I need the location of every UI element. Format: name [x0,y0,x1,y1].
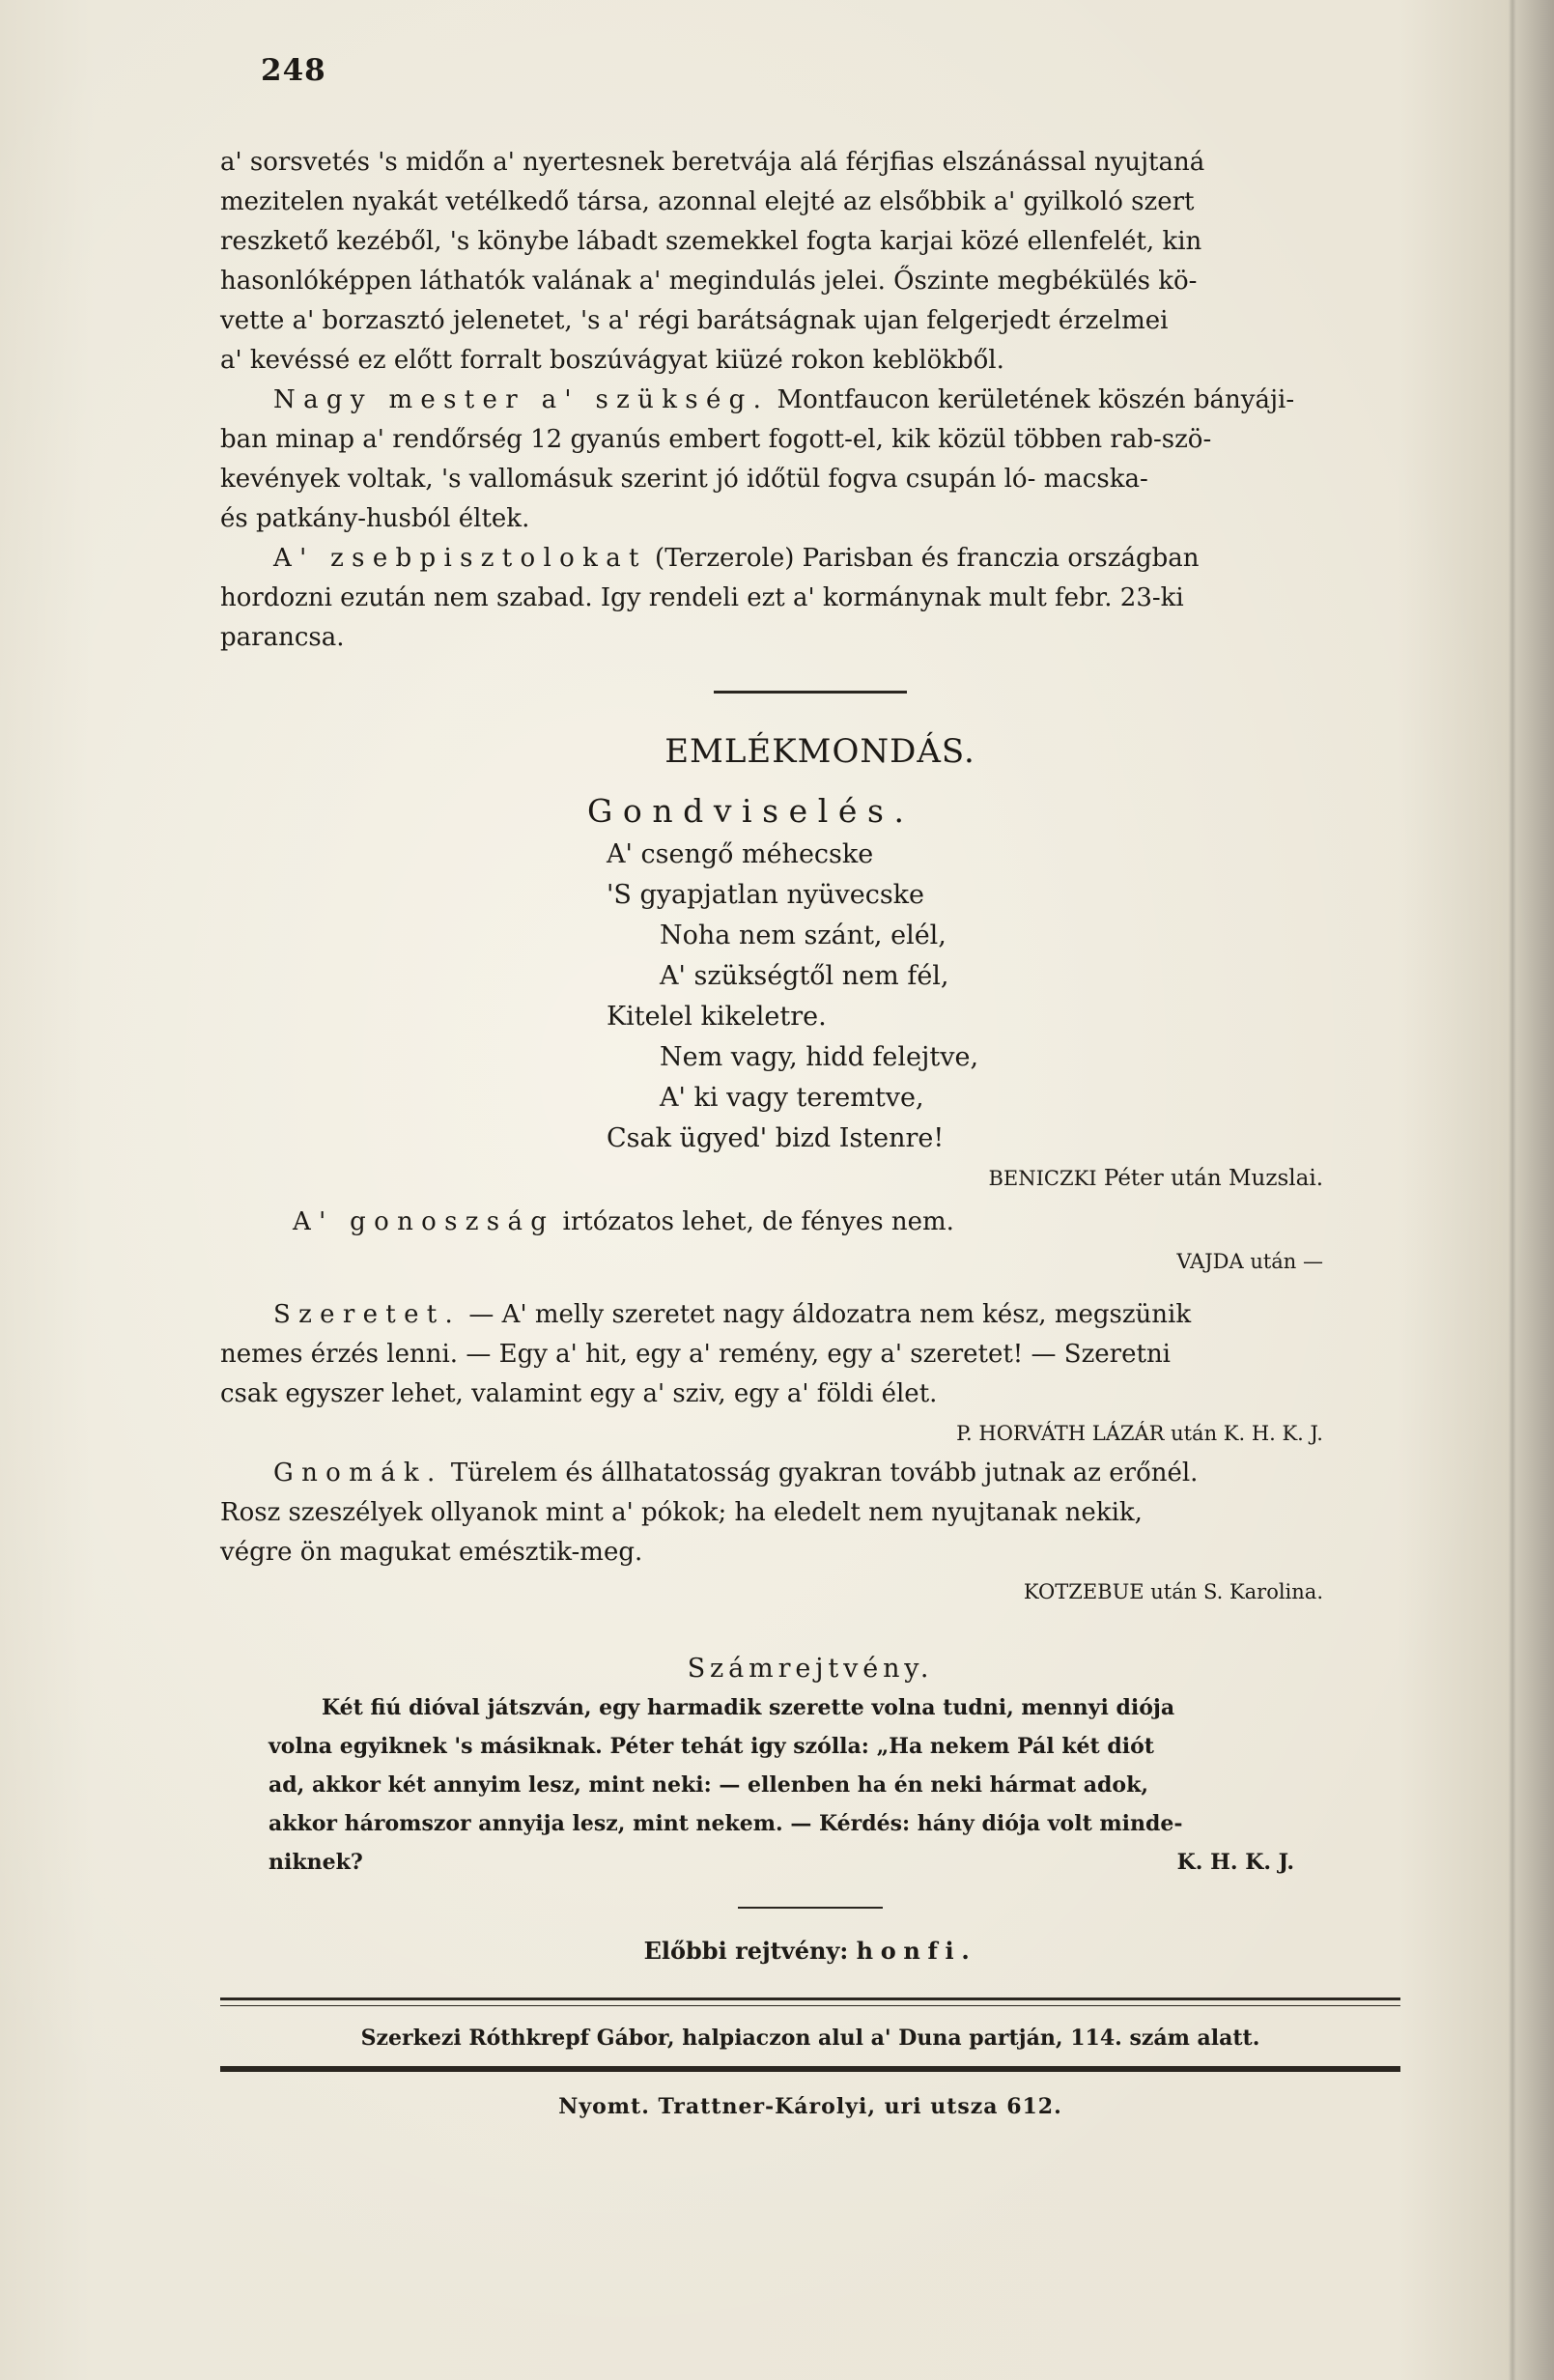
text-line: kevények voltak, 's vallomásuk szerint jó időtül fogva csupán ló- macska- [220,465,1148,494]
section-divider [714,691,907,694]
poem-line: Kitelel kikeletre. [607,1002,827,1032]
text-line [220,1454,1400,1493]
footer-printer: Nyomt. Trattner-Károlyi, uri utsza 612. [558,2094,1062,2119]
text-line: Két fiú dióval játszván, egy harmadik szerette volna tudni, mennyi diója [322,1695,1175,1720]
poem-line: 'S gyapjatlan nyüvecske [607,880,925,910]
rule-thin [220,2005,1400,2006]
rule-thick [220,1998,1400,2000]
text-line: hasonlóképpen láthatók valának a' megindulás jelei. Őszinte megbékülés kö- [220,267,1198,296]
page-fold-shadow [1509,0,1516,2380]
page-number: 248 [261,53,326,88]
poem-title: Gondviselés. [587,792,915,830]
text-line [220,539,1400,579]
text-line: Rosz szeszélyek ollyanok mint a' pókok; ha eledelt nem nyujtanak nekik, [220,1498,1143,1527]
puzzle [220,1688,1400,1882]
text-line: reszkető kezéből, 's könybe lábadt szemekkel fogta karjai közé ellenfelét, kin [220,227,1202,256]
text-line [220,381,1400,420]
text-line: volna egyiknek 's másiknak. Péter tehát igy szólla: „Ha nekem Pál két diót [268,1734,1154,1759]
footer-rule [220,2066,1400,2072]
poem [220,788,1400,1159]
saying-heading: A' gonoszság [293,1207,555,1236]
poem-line: A' csengő méhecske [607,839,874,869]
attribution-rest: Péter után Muzslai. [1096,1166,1323,1191]
saying-gnomak [220,1454,1400,1612]
footer-double-rule [220,1998,1400,2006]
saying-attribution: VAJDA után — [1176,1250,1323,1273]
puzzle-title: Számrejtvény. [687,1654,934,1684]
text-fragment: (Terzerole) Parisban és franczia országban [646,544,1200,573]
puzzle-signature: K. H. K. J. [1176,1850,1294,1875]
text-fragment: — A' melly szeretet nagy áldozatra nem kész, megszünik [461,1300,1192,1329]
text-line: vette a' borzasztó jelenetet, 's a' régi barátságnak ujan felgerjedt érzelmei [220,306,1169,335]
saying-attribution: KOTZEBUE után S. Karolina. [1023,1580,1323,1603]
poem-line: Nem vagy, hidd felejtve, [660,1042,979,1072]
text-fragment: niknek? [268,1850,363,1875]
text-line: és patkány-husból éltek. [220,504,530,533]
text-line: ban minap a' rendőrség 12 gyanús embert fogott-el, kik közül többen rab-szö- [220,425,1212,454]
text-line [220,1203,1400,1242]
puzzle-divider [738,1907,883,1909]
author-name: BENICZKI [988,1167,1097,1190]
text-fragment: Türelem és állhatatosság gyakran tovább jutnak az erőnél. [442,1459,1199,1488]
previous-answer-value: honfi. [856,1937,977,1965]
news-item-szukseg [220,381,1400,539]
previous-answer-label: Előbbi rejtvény: [643,1937,849,1965]
text-line: csak egyszer lehet, valamint egy a' sziv, egy a' földi élet. [220,1379,938,1408]
text-line: a' kevéssé ez előtt forralt boszúvágyat kiüzé rokon keblökből. [220,346,1004,375]
text-line: végre ön magukat emésztik-meg. [220,1538,643,1567]
saying-szeretet [220,1295,1400,1454]
text-line: nemes érzés lenni. — Egy a' hit, egy a' remény, egy a' szeretet! — Szeretni [220,1340,1172,1369]
saying-heading: Gnomák. [273,1459,443,1488]
intro-paragraph [220,143,1400,381]
text-line [220,1295,1400,1335]
poem-attribution [220,1159,1400,1199]
page-content [220,143,1400,2127]
text-line: parancsa. [220,623,345,652]
footer-editor: Szerkezi Róthkrepf Gábor, halpiaczon alul a' Duna partján, 114. szám alatt. [360,2026,1260,2051]
poem-line: A' ki vagy teremtve, [660,1083,924,1113]
section-title: EMLÉKMONDÁS. [664,732,975,771]
saying-heading: Szeretet. [273,1300,462,1329]
poem-line: Csak ügyed' bizd Istenre! [607,1123,945,1153]
news-item-zsebpisztoly [220,539,1400,658]
text-line: a' sorsvetés 's midőn a' nyertesnek beretvája alá férjfias elszánással nyujtaná [220,148,1205,177]
saying-attribution: P. HORVÁTH LÁZÁR után K. H. K. J. [956,1422,1323,1445]
text-line: ad, akkor két annyim lesz, mint neki: — ellenben ha én neki hármat adok, [268,1772,1149,1798]
saying-gonoszsag [220,1203,1400,1282]
text-fragment: Montfaucon kerületének köszén bányáji- [769,385,1295,414]
text-line: mezitelen nyakát vetélkedő társa, azonnal elejté az elsőbbik a' gyilkoló szert [220,187,1195,216]
previous-answer [220,1932,1400,1970]
poem-line: A' szükségtől nem fél, [660,961,949,991]
news-heading: Nagy mester a' szükség. [273,385,770,414]
text-fragment: irtózatos lehet, de fényes nem. [554,1207,954,1236]
text-line [268,1843,1371,1882]
poem-line: Noha nem szánt, elél, [660,921,947,950]
text-line: akkor háromszor annyija lesz, mint nekem. — Kérdés: hány diója volt minde- [268,1811,1183,1836]
text-line: hordozni ezután nem szabad. Igy rendeli ezt a' kormánynak mult febr. 23-ki [220,583,1184,612]
news-heading: A' zsebpisztolokat [273,544,647,573]
